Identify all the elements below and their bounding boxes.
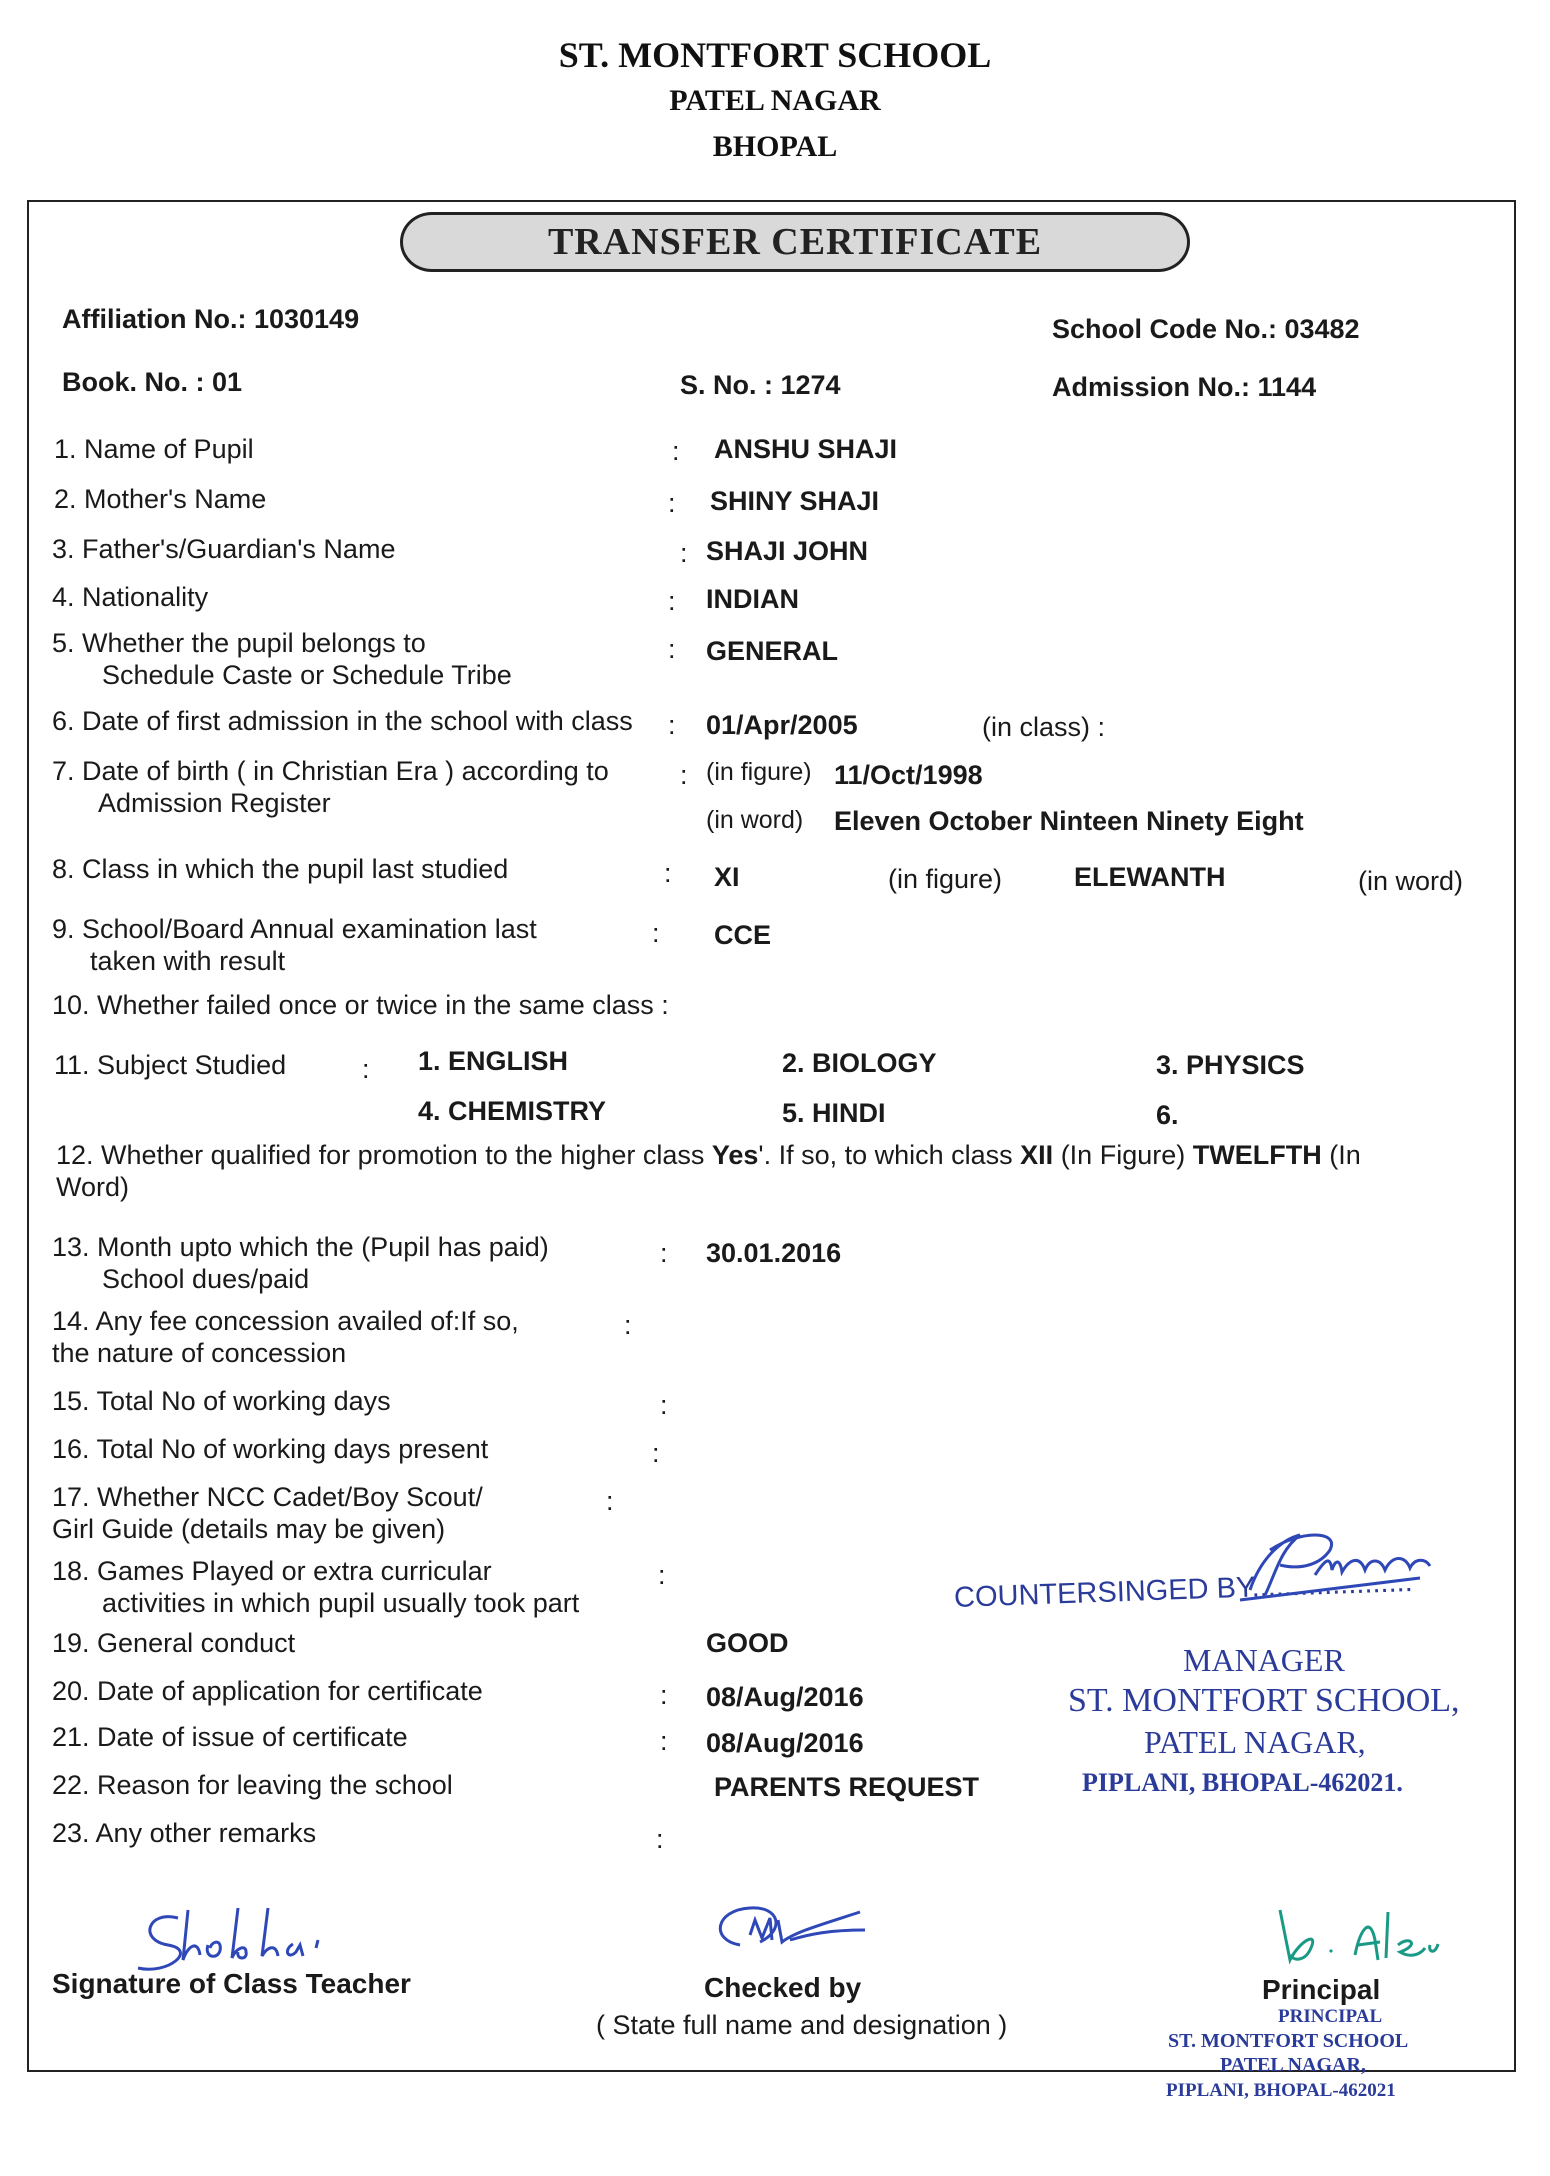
item-5-label-line1: 5. Whether the pupil belongs to: [52, 628, 426, 658]
father-name: SHAJI JOHN: [706, 536, 869, 566]
principal-label: Principal: [1262, 1974, 1381, 2005]
item-18-label-line2: activities in which pupil usually took part: [102, 1588, 580, 1618]
item-14-colon: :: [624, 1310, 632, 1340]
item-18-colon: :: [658, 1560, 666, 1590]
item-16-label: 16. Total No of working days present: [52, 1434, 489, 1464]
item-14-label-line2: the nature of concession: [52, 1338, 347, 1368]
item-17-colon: :: [606, 1486, 614, 1516]
serial-no: S. No. : 1274: [680, 370, 841, 400]
item-5-colon: :: [668, 634, 676, 664]
item-12-text-a: 12. Whether qualified for promotion to the higher class: [56, 1140, 712, 1170]
school-code-no: School Code No.: 03482: [1052, 314, 1360, 344]
item-1-colon: :: [672, 436, 680, 466]
subject-5: 5. HINDI: [782, 1098, 886, 1128]
promotion-class-word: TWELFTH: [1192, 1140, 1322, 1170]
item-17-label-line2: Girl Guide (details may be given): [52, 1514, 446, 1544]
school-area: PATEL NAGAR: [669, 84, 881, 117]
item-18-label-line1: 18. Games Played or extra curricular: [52, 1556, 492, 1586]
checker-signature: [700, 1890, 880, 1970]
item-6-label: 6. Date of first admission in the school with class: [52, 706, 633, 736]
promotion-yes: Yes: [711, 1140, 759, 1170]
stamp-area: PATEL NAGAR,: [1144, 1724, 1366, 1760]
dob-word-label: (in word): [706, 806, 804, 834]
dob-figure-value: 11/Oct/1998: [834, 760, 983, 790]
item-6-colon: :: [668, 710, 676, 740]
subject-1: 1. ENGLISH: [418, 1046, 569, 1076]
item-8-colon: :: [664, 858, 672, 888]
item-13-label-line2: School dues/paid: [102, 1264, 310, 1294]
item-23-colon: :: [656, 1824, 664, 1854]
subject-3: 3. PHYSICS: [1156, 1050, 1305, 1080]
conduct-value: GOOD: [706, 1628, 789, 1658]
countersigned-dots: ...................: [1259, 1566, 1414, 1604]
last-class-word: ELEWANTH: [1074, 862, 1226, 892]
item-7-label-line2: Admission Register: [98, 788, 331, 818]
mother-name: SHINY SHAJI: [710, 486, 880, 516]
item-20-colon: :: [660, 1680, 668, 1710]
leaving-reason: PARENTS REQUEST: [714, 1772, 980, 1802]
item-23-label: 23. Any other remarks: [52, 1818, 317, 1848]
checked-by-label: Checked by: [704, 1972, 862, 2003]
principal-stamp-area: PATEL NAGAR,: [1220, 2054, 1366, 2076]
item-19-label: 19. General conduct: [52, 1628, 296, 1658]
item-9-label-line1: 9. School/Board Annual examination last: [52, 914, 537, 944]
countersigned-text: COUNTERSINGED BY.: [953, 1571, 1261, 1614]
item-20-label: 20. Date of application for certificate: [52, 1676, 483, 1706]
dues-paid-date: 30.01.2016: [706, 1238, 842, 1268]
item-4-colon: :: [668, 586, 676, 616]
stamp-address: PIPLANI, BHOPAL-462021.: [1082, 1768, 1403, 1797]
subject-4: 4. CHEMISTRY: [418, 1096, 607, 1126]
subject-6: 6.: [1156, 1100, 1179, 1130]
item-15-colon: :: [660, 1390, 668, 1420]
class-word-label: (in word): [1358, 866, 1464, 896]
exam-result-value: CCE: [714, 920, 772, 950]
first-admission-date: 01/Apr/2005: [706, 710, 858, 740]
item-15-label: 15. Total No of working days: [52, 1386, 391, 1416]
item-12-text-b: '. If so, to which class: [758, 1140, 1021, 1170]
stamp-school: ST. MONTFORT SCHOOL,: [1068, 1682, 1460, 1719]
item-12-text-d: (In: [1321, 1140, 1361, 1170]
application-date: 08/Aug/2016: [706, 1682, 864, 1712]
nationality-value: INDIAN: [706, 584, 799, 614]
manager-signature: [1220, 1520, 1450, 1610]
item-8-label: 8. Class in which the pupil last studied: [52, 854, 509, 884]
item-2-label: 2. Mother's Name: [54, 484, 267, 514]
stamp-manager: MANAGER: [1183, 1642, 1345, 1678]
subject-2: 2. BIOLOGY: [782, 1048, 937, 1078]
item-3-label: 3. Father's/Guardian's Name: [52, 534, 396, 564]
item-9-label-line2: taken with result: [90, 946, 286, 976]
item-17-label-line1: 17. Whether NCC Cadet/Boy Scout/: [52, 1482, 483, 1512]
item-2-colon: :: [668, 488, 676, 518]
item-21-label: 21. Date of issue of certificate: [52, 1722, 408, 1752]
item-7-label-line1: 7. Date of birth ( in Christian Era ) according to: [52, 756, 609, 786]
dob-figure-label: (in figure): [706, 758, 812, 786]
principal-stamp-address: PIPLANI, BHOPAL-462021: [1166, 2080, 1396, 2101]
class-figure-label: (in figure): [888, 864, 1003, 894]
item-3-colon: :: [680, 538, 688, 568]
item-12-line2: Word): [56, 1172, 130, 1202]
item-13-colon: :: [660, 1238, 668, 1268]
school-city: BHOPAL: [712, 130, 838, 163]
principal-stamp-title: PRINCIPAL: [1278, 2006, 1383, 2027]
last-class-figure: XI: [714, 862, 740, 892]
principal-signature: [1270, 1900, 1440, 1980]
item-11-label: 11. Subject Studied: [54, 1050, 287, 1080]
admission-no: Admission No.: 1144: [1052, 372, 1317, 402]
item-12-text-c: (In Figure): [1053, 1140, 1193, 1170]
item-10-label: 10. Whether failed once or twice in the same class :: [52, 990, 669, 1020]
item-11-colon: :: [362, 1054, 370, 1084]
principal-stamp-school: ST. MONTFORT SCHOOL: [1168, 2030, 1409, 2052]
item-1-label: 1. Name of Pupil: [54, 434, 254, 464]
item-16-colon: :: [652, 1438, 660, 1468]
item-13-label-line1: 13. Month upto which the (Pupil has paid): [52, 1232, 549, 1262]
in-class-note: (in class) :: [982, 712, 1106, 742]
item-14-label-line1: 14. Any fee concession availed of:If so,: [52, 1306, 519, 1336]
certificate-title-banner: [400, 212, 1190, 272]
book-no: Book. No. : 01: [62, 367, 243, 397]
category-value: GENERAL: [706, 636, 839, 666]
checked-by-note: ( State full name and designation ): [596, 2010, 1008, 2040]
pupil-name: ANSHU SHAJI: [714, 434, 898, 464]
affiliation-no: Affiliation No.: 1030149: [62, 304, 360, 334]
class-teacher-label: Signature of Class Teacher: [52, 1968, 411, 1999]
certificate-title: TRANSFER CERTIFICATE: [547, 221, 1043, 263]
item-7-colon: :: [680, 760, 688, 790]
item-21-colon: :: [660, 1726, 668, 1756]
school-name: ST. MONTFORT SCHOOL: [558, 35, 992, 75]
item-12-line1: [56, 1140, 1361, 1171]
item-9-colon: :: [652, 918, 660, 948]
issue-date: 08/Aug/2016: [706, 1728, 864, 1758]
dob-word-value: Eleven October Ninteen Ninety Eight: [834, 806, 1304, 836]
promotion-class-figure: XII: [1020, 1140, 1054, 1170]
item-4-label: 4. Nationality: [52, 582, 209, 612]
item-22-label: 22. Reason for leaving the school: [52, 1770, 453, 1800]
item-5-label-line2: Schedule Caste or Schedule Tribe: [102, 660, 512, 690]
